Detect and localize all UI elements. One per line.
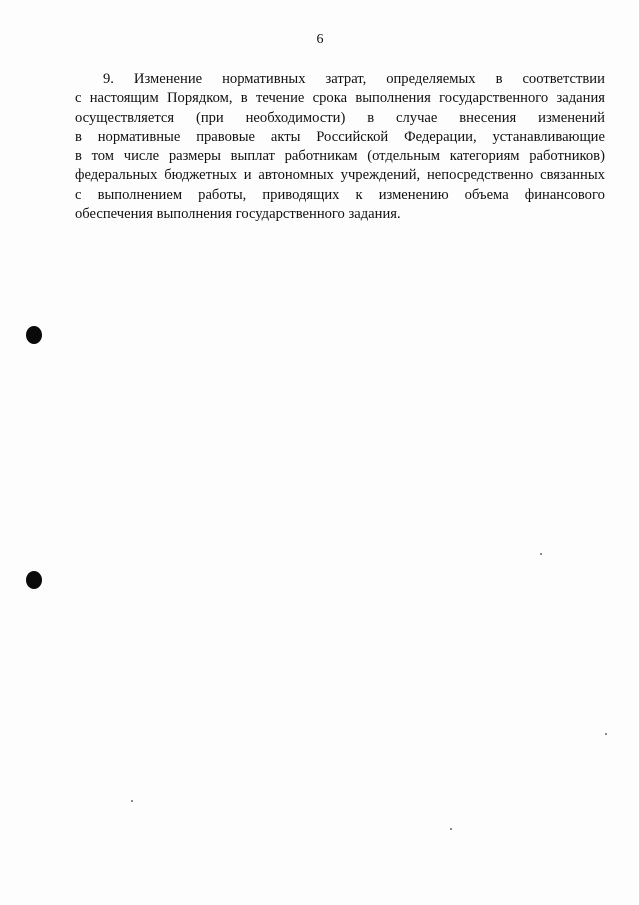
paragraph-word: с <box>75 90 82 107</box>
paragraph-word: том <box>91 148 115 165</box>
paragraph-word: изменений <box>538 109 605 126</box>
paragraph-word: в <box>367 109 375 126</box>
paragraph-word: (при <box>195 109 224 126</box>
scan-speck <box>605 733 607 735</box>
paragraph-word: задания <box>556 90 605 107</box>
paragraph-word: автономных <box>258 167 334 184</box>
punch-hole-bottom <box>26 571 42 589</box>
scan-speck <box>450 828 452 830</box>
paragraph-line <box>75 70 605 89</box>
page-number: 6 <box>316 32 324 47</box>
paragraph-word: работникам <box>284 148 358 165</box>
paragraph-word: выполнения <box>355 90 431 107</box>
paragraph-word: затрат, <box>325 71 367 87</box>
paragraph-word: течение <box>255 90 305 107</box>
paragraph-word: случае <box>396 109 438 126</box>
scan-speck <box>540 553 542 555</box>
paragraph-word: правовые <box>196 128 256 145</box>
paragraph-9 <box>75 70 605 224</box>
paragraph-line <box>75 205 605 224</box>
paragraph-word: нормативных <box>222 71 306 87</box>
paragraph-word: Федерации, <box>404 128 477 145</box>
paragraph-line <box>75 147 605 166</box>
paragraph-word: финансового <box>524 186 605 203</box>
paragraph-word: федеральных <box>75 167 158 184</box>
paragraph-word: работников) <box>529 148 605 165</box>
paragraph-word: нормативные <box>97 128 181 145</box>
paragraph-word: Порядком, <box>166 90 233 107</box>
paragraph-word: числе <box>123 148 160 165</box>
paragraph-word: учреждений, <box>340 167 421 184</box>
paragraph-word: государственного <box>439 90 549 107</box>
paragraph-word: (отдельным <box>367 148 441 165</box>
paragraph-word: в <box>75 148 82 165</box>
paragraph-word: к <box>355 186 363 203</box>
paragraph-word: размеры <box>168 148 221 165</box>
paragraph-line <box>75 128 605 147</box>
paragraph-word: объема <box>464 186 509 203</box>
paragraph-word: работы, <box>198 186 247 203</box>
paragraph-word: акты <box>270 128 301 145</box>
paragraph-word: в <box>75 128 82 145</box>
paragraph-word: осуществляется <box>75 109 175 126</box>
paragraph-line <box>75 109 605 128</box>
paragraph-word: изменению <box>378 186 449 203</box>
paragraph-word: устанавливающие <box>492 128 605 145</box>
paragraph-word: непосредственно <box>426 167 534 184</box>
paragraph-word: выполнением <box>97 186 183 203</box>
paragraph-word: 9. <box>103 71 114 87</box>
scan-speck <box>131 800 133 802</box>
paragraph-word: приводящих <box>262 186 340 203</box>
paragraph-word: обеспечения выполнения государственного задания. <box>75 206 401 223</box>
paragraph-word: в <box>240 90 248 107</box>
paragraph-line <box>75 186 605 205</box>
paragraph-word: бюджетных <box>164 167 237 184</box>
paragraph-word: категориям <box>449 148 520 165</box>
paragraph-word: настоящим <box>89 90 159 107</box>
paragraph-word: Российской <box>316 128 389 145</box>
paragraph-word: в <box>495 71 503 87</box>
paragraph-word: с <box>75 186 82 203</box>
paragraph-word: Изменение <box>133 71 203 87</box>
punch-hole-top <box>26 326 42 344</box>
paragraph-line <box>75 89 605 108</box>
paragraph-word: выплат <box>230 148 275 165</box>
paragraph-word: связанных <box>540 167 605 184</box>
paragraph-word: необходимости) <box>245 109 346 126</box>
paragraph-word: внесения <box>459 109 517 126</box>
paragraph-word: определяемых <box>386 71 476 87</box>
paragraph-word: соответствии <box>522 71 605 87</box>
paragraph-word: срока <box>312 90 348 107</box>
paragraph-line <box>75 166 605 185</box>
paragraph-word: и <box>243 167 252 184</box>
